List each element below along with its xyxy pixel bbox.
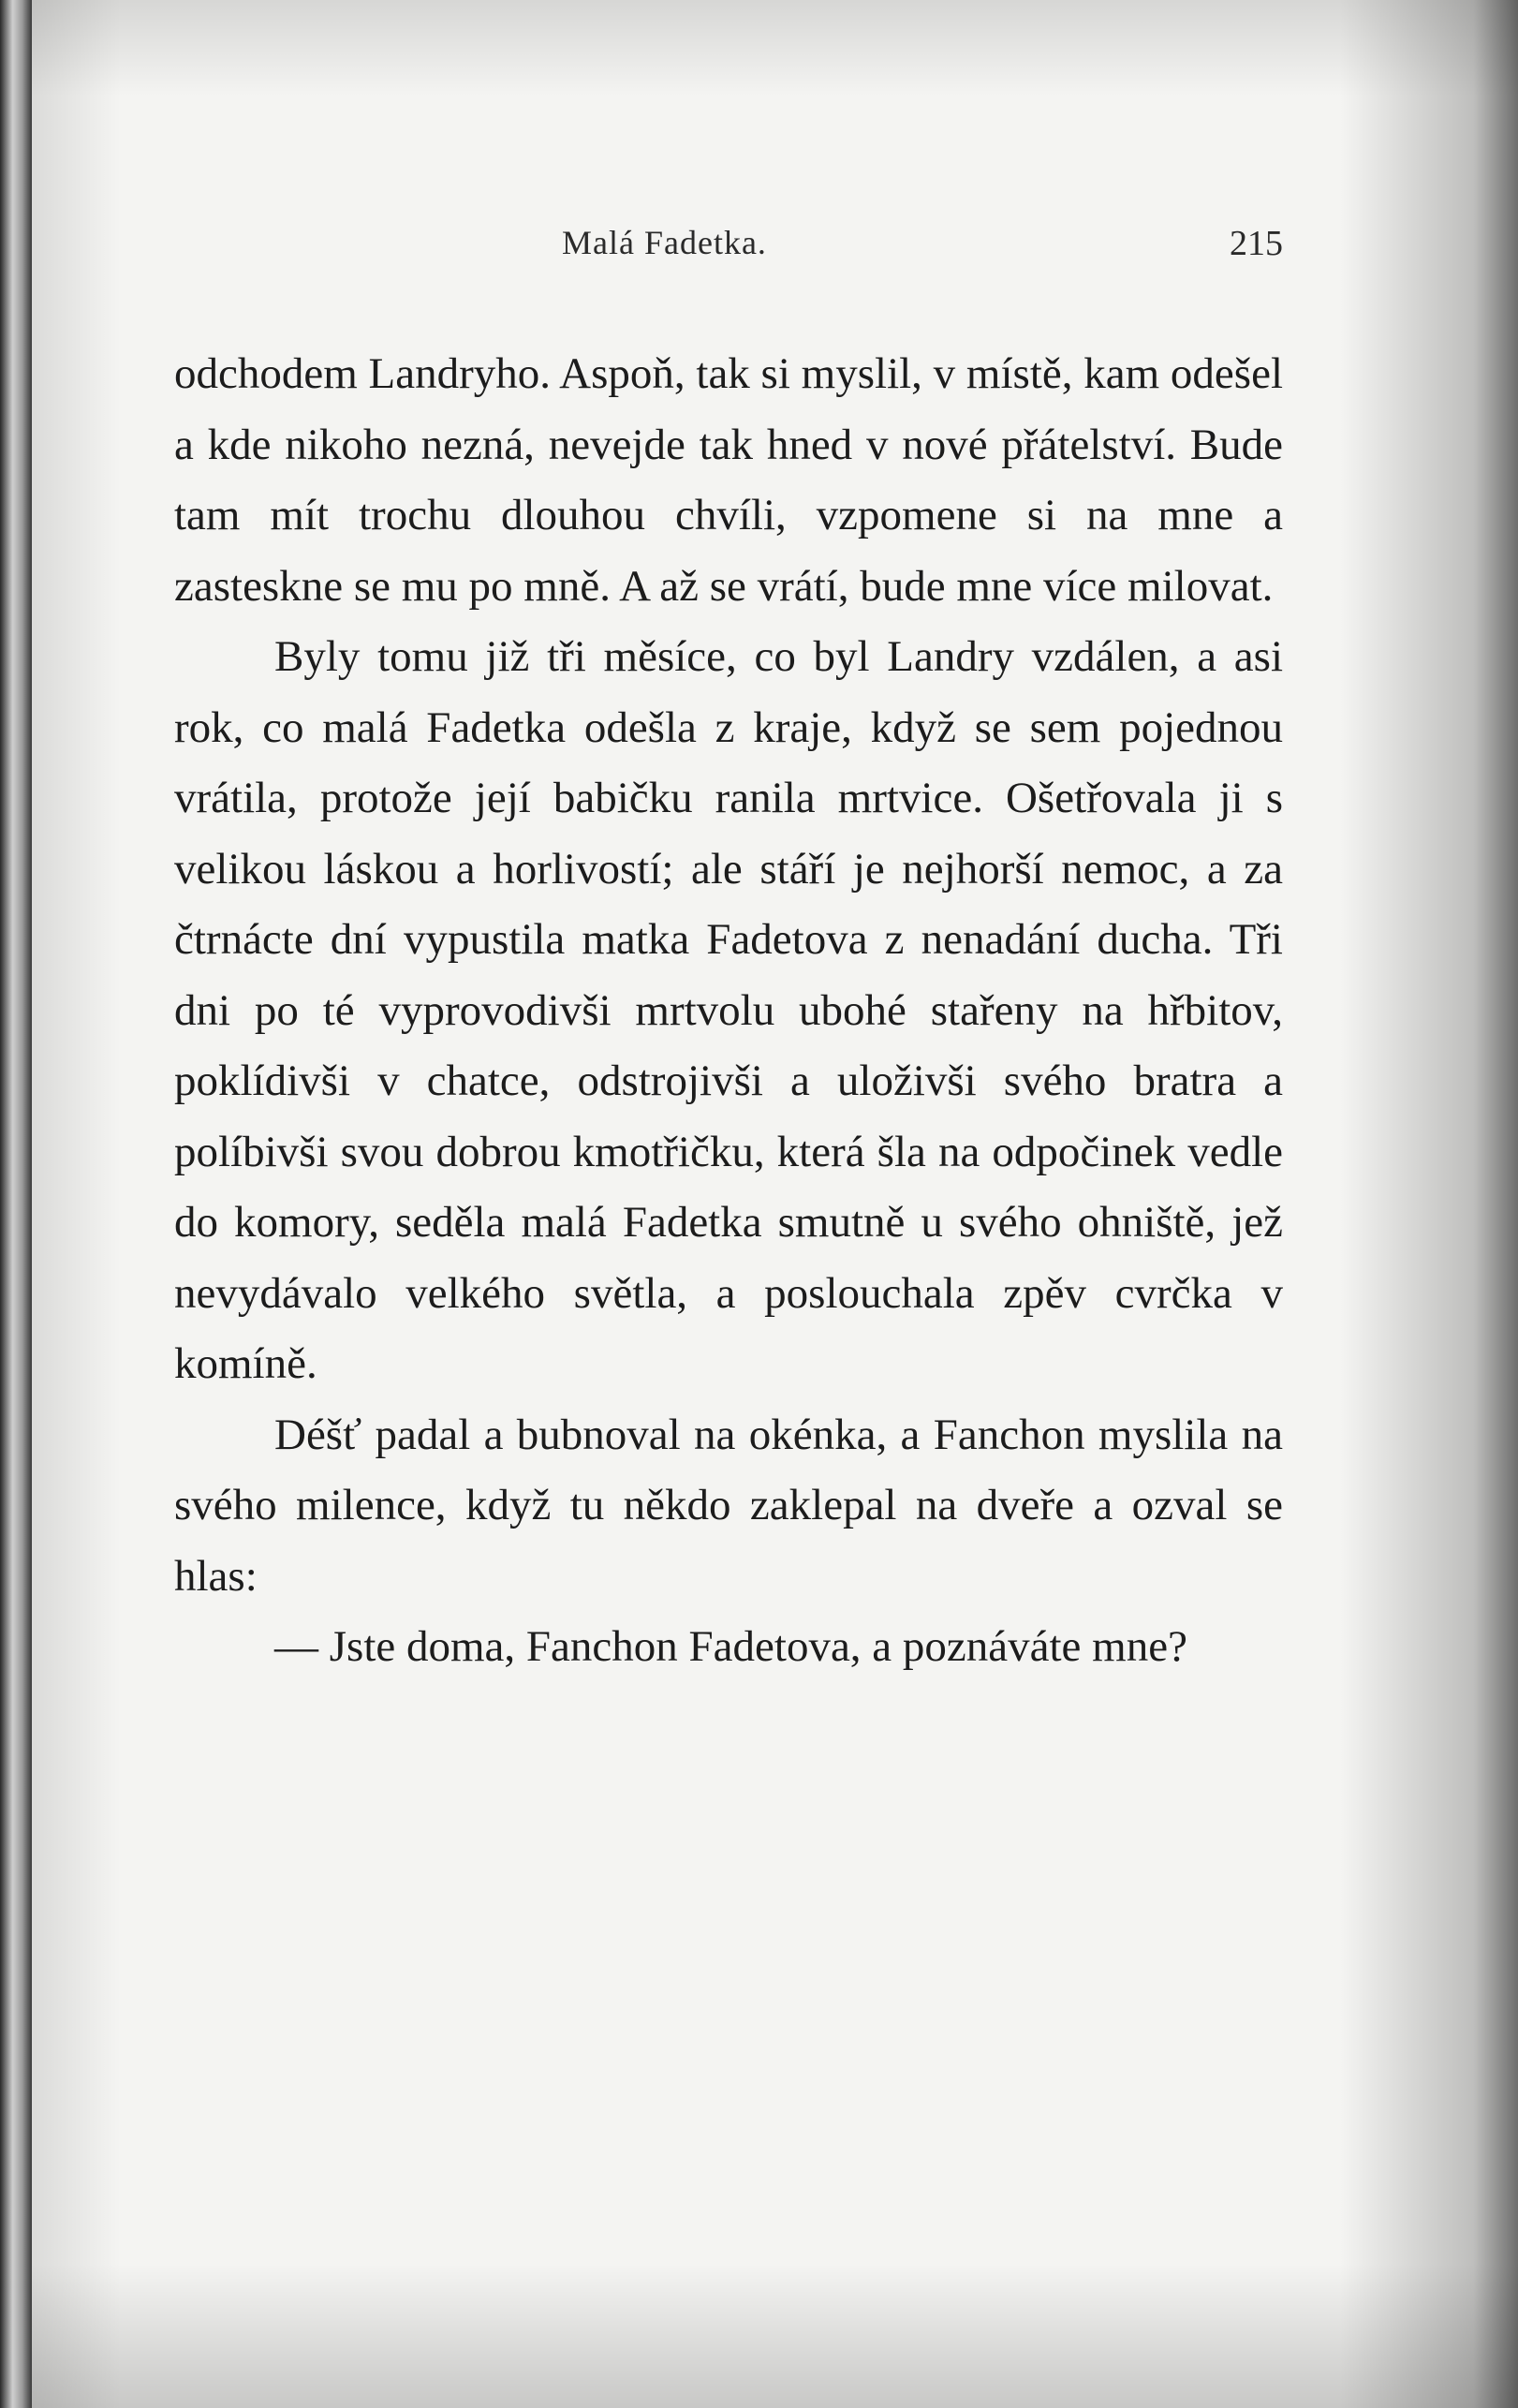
body-text <box>174 339 1283 1683</box>
page-header <box>562 223 1283 270</box>
running-title: Malá Fadetka. <box>562 224 767 261</box>
book-gutter <box>0 0 32 2408</box>
page-number: 215 <box>1230 224 1283 263</box>
book-page <box>32 0 1518 2408</box>
paragraph-4: — Jste doma, Fanchon Fadetova, a poznáváte mne? <box>274 1622 1187 1671</box>
paragraph-1: odchodem Landryho. Aspoň, tak si myslil, v místě, kam odešel a kde nikoho nezná, nevejde tak hned v nové přátelství. Bude tam mít trochu dlouhou chvíli, vzpomene si na mne a zasteskne se mu po mně. A až se vrátí, bude mne více milovat. <box>174 349 1283 611</box>
paragraph-2: Byly tomu již tři měsíce, co byl Landry vzdálen, a asi rok, co malá Fadetka odešla z kraje, když se sem pojednou vrátila, protože její babičku ranila mrtvice. Ošetřovala ji s velikou láskou a horlivostí; ale stáří je nejhorší nemoc, a za čtrnácte dní vypustila matka Fadetova z nenadání ducha. Tři dni po té vyprovodivši mrtvolu ubohé stařeny na hřbitov, poklídivši v chatce, odstrojivši a uloživši svého bratra a políbivši svou dobrou kmotřičku, která šla na odpočinek vedle do komory, seděla malá Fadetka smutně u svého ohniště, jež nevydávalo velkého světla, a poslouchala zpěv cvrčka v komíně. <box>174 632 1283 1388</box>
paragraph-3: Déšť padal a bubnoval na okénka, a Fanchon myslila na svého milence, když tu někdo zaklepal na dveře a ozval se hlas: <box>174 1410 1283 1601</box>
